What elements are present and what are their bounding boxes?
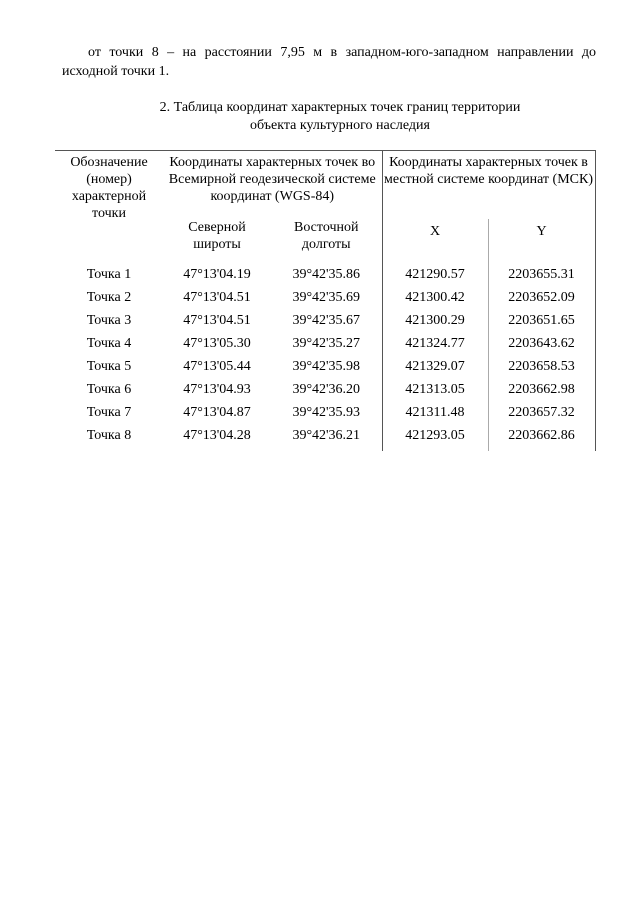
x-coordinate-cell: 421290.57 bbox=[405, 267, 465, 282]
table-row bbox=[55, 424, 595, 451]
latitude-cell: 47°13'05.30 bbox=[183, 336, 251, 351]
table-row bbox=[55, 309, 595, 332]
header-y: Y bbox=[488, 219, 595, 263]
longitude-cell: 39°42'36.21 bbox=[271, 424, 382, 451]
table-body bbox=[55, 263, 595, 451]
x-coordinate-cell: 421311.48 bbox=[405, 405, 465, 420]
y-coordinate-cell: 2203662.86 bbox=[488, 424, 595, 451]
latitude-cell: 47°13'05.44 bbox=[183, 359, 251, 374]
longitude-cell: 39°42'35.67 bbox=[271, 309, 382, 332]
table-title-line1: 2. Таблица координат характерных точек границ территории bbox=[159, 100, 521, 115]
table-row bbox=[55, 332, 595, 355]
x-coordinate-cell: 421293.05 bbox=[405, 428, 465, 443]
point-name-cell: Точка 5 bbox=[86, 359, 132, 374]
table-title bbox=[62, 99, 618, 135]
y-coordinate-cell: 2203655.31 bbox=[488, 263, 595, 286]
latitude-cell: 47°13'04.51 bbox=[183, 290, 251, 305]
header-msk-group: Координаты характерных точек в местной системе координат (МСК) bbox=[382, 151, 595, 220]
longitude-cell: 39°42'35.69 bbox=[271, 286, 382, 309]
coordinates-table bbox=[55, 150, 596, 451]
latitude-cell: 47°13'04.51 bbox=[183, 313, 251, 328]
point-name-cell: Точка 6 bbox=[86, 382, 132, 397]
header-wgs-group: Координаты характерных точек во Всемирной геодезической системе координат (WGS-84) bbox=[163, 151, 382, 220]
x-coordinate-cell: 421329.07 bbox=[405, 359, 465, 374]
table-title-line2: объекта культурного наследия bbox=[250, 118, 430, 133]
latitude-cell: 47°13'04.93 bbox=[183, 382, 251, 397]
y-coordinate-cell: 2203643.62 bbox=[488, 332, 595, 355]
table-row bbox=[55, 378, 595, 401]
header-lat: Северной широты bbox=[188, 220, 246, 252]
latitude-cell: 47°13'04.87 bbox=[183, 405, 251, 420]
table-row bbox=[55, 263, 595, 286]
x-coordinate-cell: 421300.29 bbox=[405, 313, 465, 328]
point-name-cell: Точка 1 bbox=[86, 267, 132, 282]
x-coordinate-cell: 421300.42 bbox=[405, 290, 465, 305]
point-name-cell: Точка 8 bbox=[86, 428, 132, 443]
y-coordinate-cell: 2203658.53 bbox=[488, 355, 595, 378]
y-coordinate-cell: 2203652.09 bbox=[488, 286, 595, 309]
y-coordinate-cell: 2203662.98 bbox=[488, 378, 595, 401]
longitude-cell: 39°42'35.93 bbox=[271, 401, 382, 424]
point-name-cell: Точка 4 bbox=[86, 336, 132, 351]
longitude-cell: 39°42'35.27 bbox=[271, 332, 382, 355]
header-lon: Восточной долготы bbox=[271, 219, 382, 263]
table-row bbox=[55, 401, 595, 424]
y-coordinate-cell: 2203651.65 bbox=[488, 309, 595, 332]
intro-paragraph: от точки 8 – на расстоянии 7,95 м в западном-юго-западном направлении до исходной точки 1. bbox=[62, 45, 596, 79]
longitude-cell: 39°42'36.20 bbox=[271, 378, 382, 401]
table-row bbox=[55, 355, 595, 378]
latitude-cell: 47°13'04.28 bbox=[183, 428, 251, 443]
longitude-cell: 39°42'35.98 bbox=[271, 355, 382, 378]
longitude-cell: 39°42'35.86 bbox=[271, 263, 382, 286]
latitude-cell: 47°13'04.19 bbox=[183, 267, 251, 282]
header-x: X bbox=[429, 224, 441, 239]
point-name-cell: Точка 3 bbox=[86, 313, 132, 328]
y-coordinate-cell: 2203657.32 bbox=[488, 401, 595, 424]
table-row bbox=[55, 286, 595, 309]
header-designation: Обозначение (номер) характерной точки bbox=[55, 151, 163, 264]
point-name-cell: Точка 2 bbox=[86, 290, 132, 305]
point-name-cell: Точка 7 bbox=[86, 405, 132, 420]
x-coordinate-cell: 421324.77 bbox=[405, 336, 465, 351]
x-coordinate-cell: 421313.05 bbox=[405, 382, 465, 397]
